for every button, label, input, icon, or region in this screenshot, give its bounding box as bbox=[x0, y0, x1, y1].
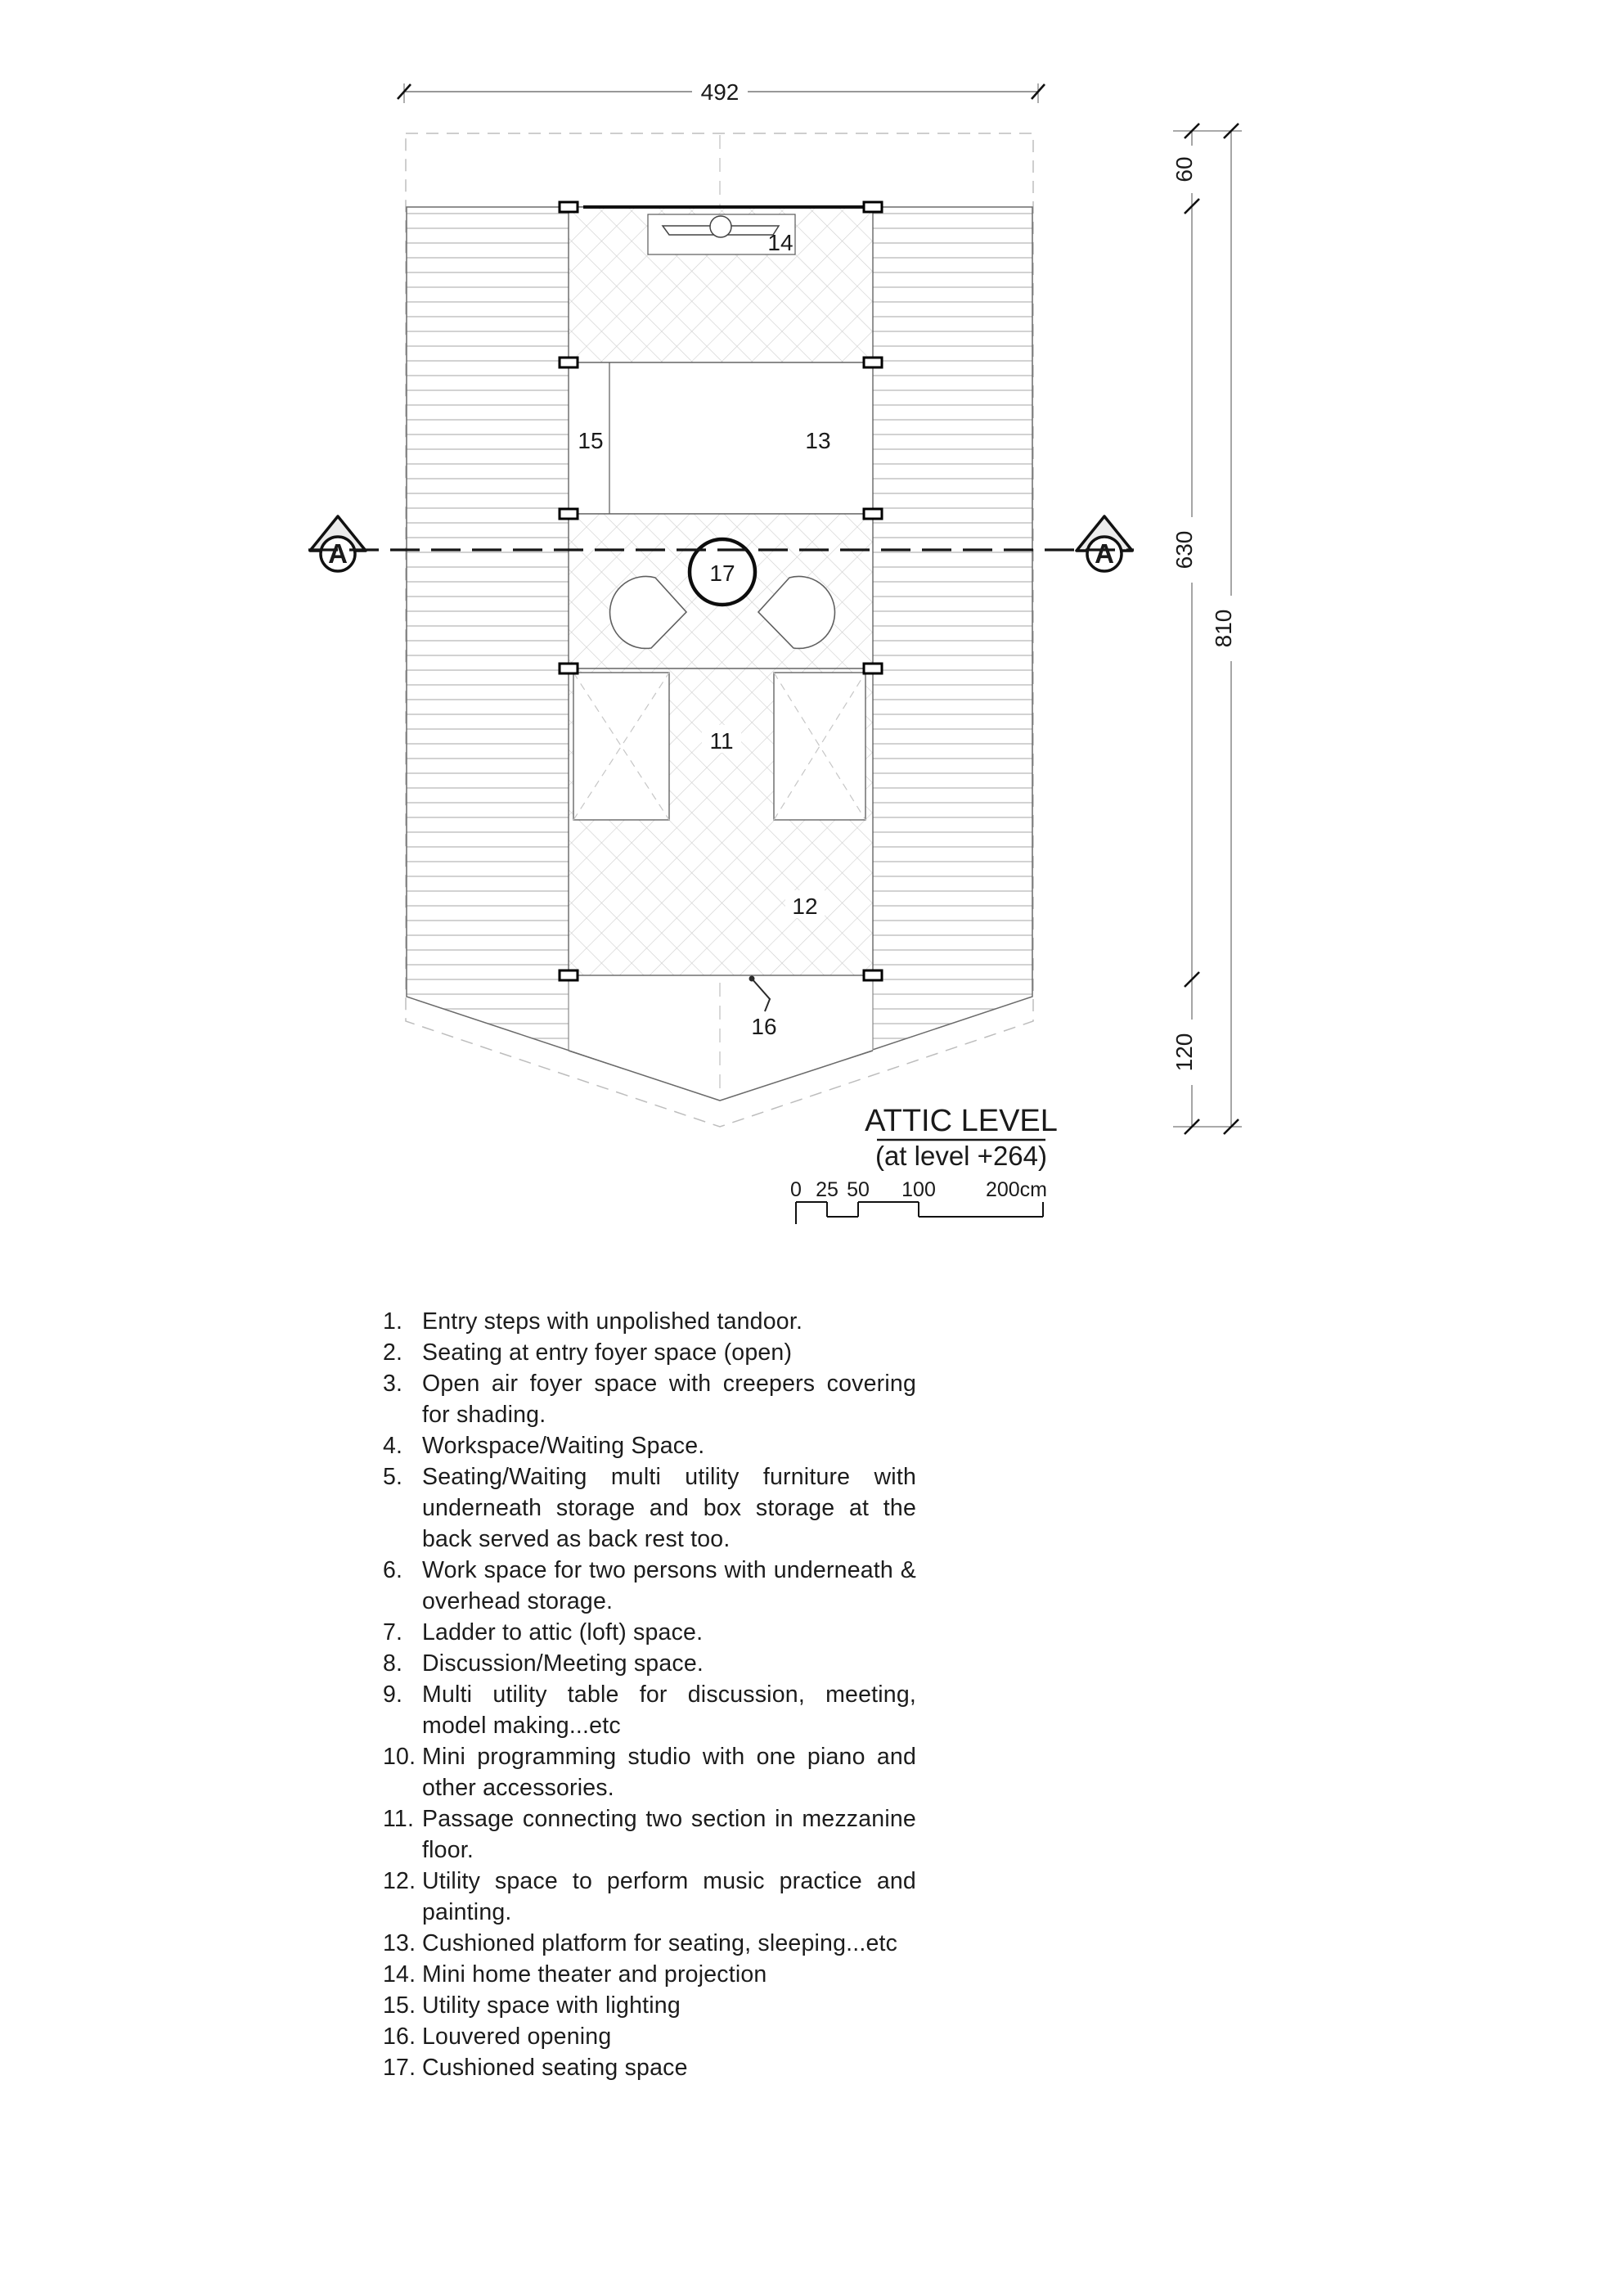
legend-item bbox=[383, 1741, 916, 1803]
legend-item bbox=[383, 1461, 916, 1555]
section-letter-right: A bbox=[1095, 538, 1114, 569]
legend-item bbox=[383, 2052, 916, 2083]
column bbox=[864, 970, 882, 980]
legend-item bbox=[383, 1306, 916, 1337]
legend-item bbox=[383, 1430, 916, 1461]
legend-number: 5. bbox=[383, 1464, 403, 1490]
room-label-13: 13 bbox=[805, 428, 831, 453]
column bbox=[560, 970, 578, 980]
legend-item bbox=[383, 1928, 916, 1959]
legend-text: Seating at entry foyer space (open) bbox=[422, 1339, 793, 1366]
legend-number: 11. bbox=[383, 1806, 415, 1832]
legend-number: 12. bbox=[383, 1868, 416, 1894]
legend-number: 16. bbox=[383, 2024, 416, 2050]
legend-text: Ladder to attic (loft) space. bbox=[422, 1619, 704, 1645]
legend-text: Seating/Waiting multi utility furniture with underneath storage and box storage at the back served as back rest too. bbox=[422, 1464, 916, 1552]
legend-number: 13. bbox=[383, 1930, 416, 1956]
room-label-14: 14 bbox=[767, 230, 794, 255]
column bbox=[864, 358, 882, 367]
column bbox=[864, 202, 882, 212]
legend-number: 1. bbox=[383, 1308, 403, 1335]
legend-item bbox=[383, 1368, 916, 1430]
legend-number: 8. bbox=[383, 1650, 403, 1677]
room-label-16: 16 bbox=[751, 1014, 777, 1039]
section-letter-left: A bbox=[328, 538, 348, 569]
dimension-right bbox=[1171, 124, 1243, 1134]
legend-text: Passage connecting two section in mezzanine floor. bbox=[422, 1806, 916, 1863]
legend-text: Cushioned platform for seating, sleeping...etc bbox=[422, 1930, 898, 1956]
legend-item bbox=[383, 1990, 916, 2021]
legend-text: Mini programming studio with one piano and other accessories. bbox=[422, 1744, 916, 1801]
legend-item bbox=[383, 2021, 916, 2052]
legend-number: 4. bbox=[383, 1433, 403, 1459]
column bbox=[560, 664, 578, 673]
legend-item bbox=[383, 1337, 916, 1368]
legend-item bbox=[383, 1617, 916, 1648]
column bbox=[560, 509, 578, 519]
legend-item bbox=[383, 1555, 916, 1617]
scale-bar bbox=[796, 1202, 1043, 1224]
drawing-subtitle: (at level +264) bbox=[874, 1141, 1048, 1171]
legend-text: Entry steps with unpolished tandoor. bbox=[422, 1308, 803, 1335]
room-label-11: 11 bbox=[709, 728, 734, 754]
legend-text: Discussion/Meeting space. bbox=[422, 1650, 704, 1677]
legend-list bbox=[383, 1306, 916, 2083]
dim-value-630: 630 bbox=[1171, 530, 1197, 569]
title-block bbox=[865, 1104, 1058, 1171]
legend-number: 10. bbox=[383, 1744, 416, 1770]
legend-number: 6. bbox=[383, 1557, 403, 1583]
legend-text: Open air foyer space with creepers covering for shading. bbox=[422, 1371, 916, 1428]
scale-label-50: 50 bbox=[847, 1178, 870, 1201]
legend-text: Work space for two persons with underneath & overhead storage. bbox=[422, 1557, 916, 1614]
legend-number: 3. bbox=[383, 1371, 403, 1397]
legend-item bbox=[383, 1648, 916, 1679]
legend-number: 15. bbox=[383, 1992, 416, 2019]
column bbox=[560, 358, 578, 367]
column bbox=[864, 664, 882, 673]
room-label-17: 17 bbox=[709, 560, 735, 586]
legend-item bbox=[383, 1803, 916, 1866]
drawing-title: ATTIC LEVEL bbox=[865, 1104, 1058, 1138]
scale-label-200cm: 200cm bbox=[985, 1178, 1047, 1201]
legend-number: 7. bbox=[383, 1619, 403, 1645]
legend-item bbox=[383, 1679, 916, 1741]
scale-label-0: 0 bbox=[790, 1178, 802, 1201]
legend-text: Utility space with lighting bbox=[422, 1992, 681, 2019]
scale-label-100: 100 bbox=[901, 1178, 936, 1201]
dim-value-810: 810 bbox=[1211, 609, 1236, 648]
projector-icon bbox=[710, 216, 731, 237]
room-label-15: 15 bbox=[578, 428, 604, 453]
dim-value-120: 120 bbox=[1171, 1033, 1197, 1072]
legend-text: Cushioned seating space bbox=[422, 2055, 688, 2081]
legend-item bbox=[383, 1866, 916, 1928]
dim-value-492: 492 bbox=[700, 79, 740, 105]
dimension-top bbox=[398, 77, 1045, 105]
louver-opening-area bbox=[569, 975, 873, 1101]
legend-number: 14. bbox=[383, 1961, 416, 1988]
scale-label-25: 25 bbox=[816, 1178, 838, 1201]
column bbox=[864, 509, 882, 519]
legend-text: Mini home theater and projection bbox=[422, 1961, 767, 1988]
legend-text: Multi utility table for discussion, meeting, model making...etc bbox=[422, 1681, 916, 1739]
legend-text: Louvered opening bbox=[422, 2024, 612, 2050]
legend-text: Utility space to perform music practice and painting. bbox=[422, 1868, 916, 1925]
room-label-12: 12 bbox=[792, 894, 818, 919]
legend-number: 17. bbox=[383, 2055, 416, 2081]
legend-number: 2. bbox=[383, 1339, 403, 1366]
dim-value-60: 60 bbox=[1171, 156, 1197, 182]
column bbox=[560, 202, 578, 212]
scale-bar-labels bbox=[790, 1178, 1047, 1201]
legend-text: Workspace/Waiting Space. bbox=[422, 1433, 705, 1459]
legend-item bbox=[383, 1959, 916, 1990]
legend-number: 9. bbox=[383, 1681, 403, 1708]
